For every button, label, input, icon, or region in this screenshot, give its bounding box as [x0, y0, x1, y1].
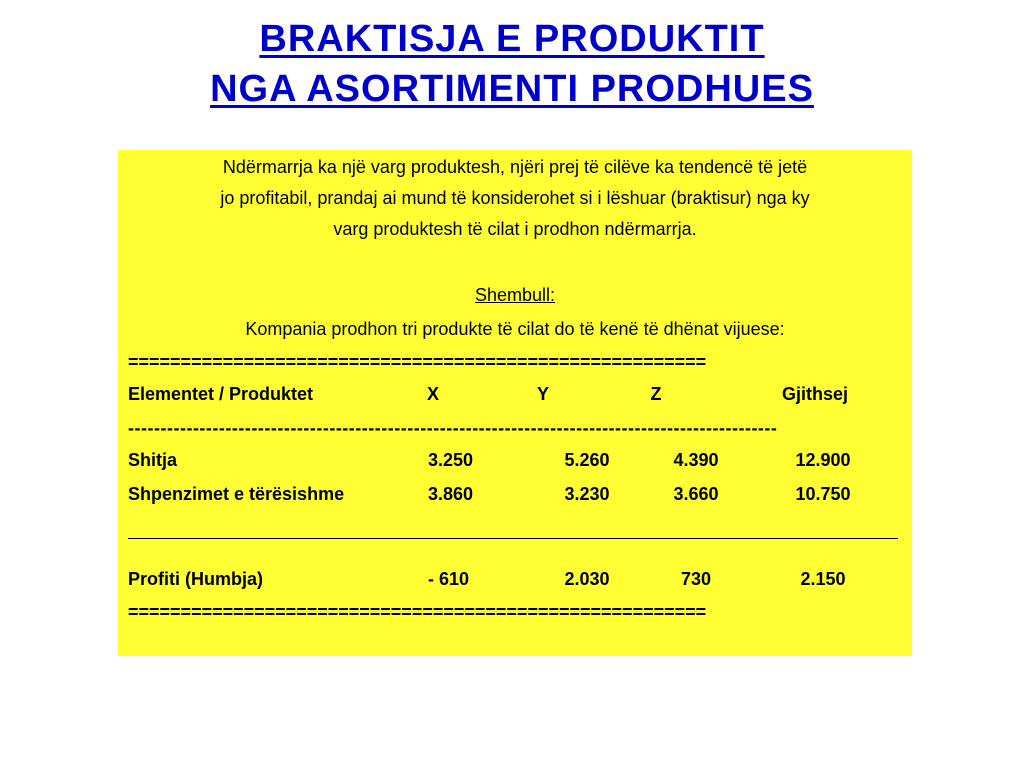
title-line-1: BRAKTISJA E PRODUKTIT	[259, 18, 765, 60]
slide-title	[0, 14, 1024, 114]
result-z: 730	[680, 569, 712, 589]
double-rule-bottom: =======================================================	[128, 602, 707, 622]
intro-line-1: Ndërmarrja ka një varg produktesh, njëri prej të cilëve ka tendencë të jetë	[222, 157, 808, 177]
row-total: 12.900	[795, 450, 851, 470]
result-total: 2.150	[800, 569, 846, 589]
intro-paragraph	[128, 152, 902, 245]
result-label: Profiti (Humbja)	[128, 569, 263, 589]
header-x: X	[426, 384, 439, 404]
title-line-2: NGA ASORTIMENTI PRODHUES	[210, 68, 814, 110]
result-x: - 610	[428, 569, 470, 589]
content-box	[118, 150, 912, 656]
table-header-row	[128, 381, 902, 407]
row-y: 3.230	[564, 484, 610, 504]
solid-rule	[128, 538, 898, 539]
header-label: Elementet / Produktet	[128, 384, 314, 404]
row-x: 3.860	[428, 484, 474, 504]
header-total: Gjithsej	[781, 384, 848, 404]
dashed-rule: ----------------------------------------------------------------------------------------------------	[128, 418, 778, 438]
result-row	[128, 566, 902, 592]
row-z: 4.390	[673, 450, 719, 470]
double-rule-top: =======================================================	[128, 352, 707, 372]
row-total: 10.750	[795, 484, 851, 504]
row-z: 3.660	[673, 484, 719, 504]
intro-line-2: jo profitabil, prandaj ai mund të konsiderohet si i lëshuar (braktisur) nga ky	[220, 188, 810, 208]
result-y: 2.030	[564, 569, 610, 589]
table-row	[128, 481, 902, 507]
header-z: Z	[650, 384, 662, 404]
row-y: 5.260	[564, 450, 610, 470]
example-description: Kompania prodhon tri produkte të cilat do të kenë të dhënat vijuese:	[245, 319, 785, 339]
table-row	[128, 447, 902, 473]
intro-line-3: varg produktesh të cilat i prodhon ndërmarrja.	[333, 219, 697, 239]
row-x: 3.250	[428, 450, 474, 470]
header-y: Y	[536, 384, 549, 404]
row-label: Shpenzimet e tërësishme	[128, 484, 345, 504]
row-label: Shitja	[128, 450, 178, 470]
example-label: Shembull:	[474, 285, 556, 305]
